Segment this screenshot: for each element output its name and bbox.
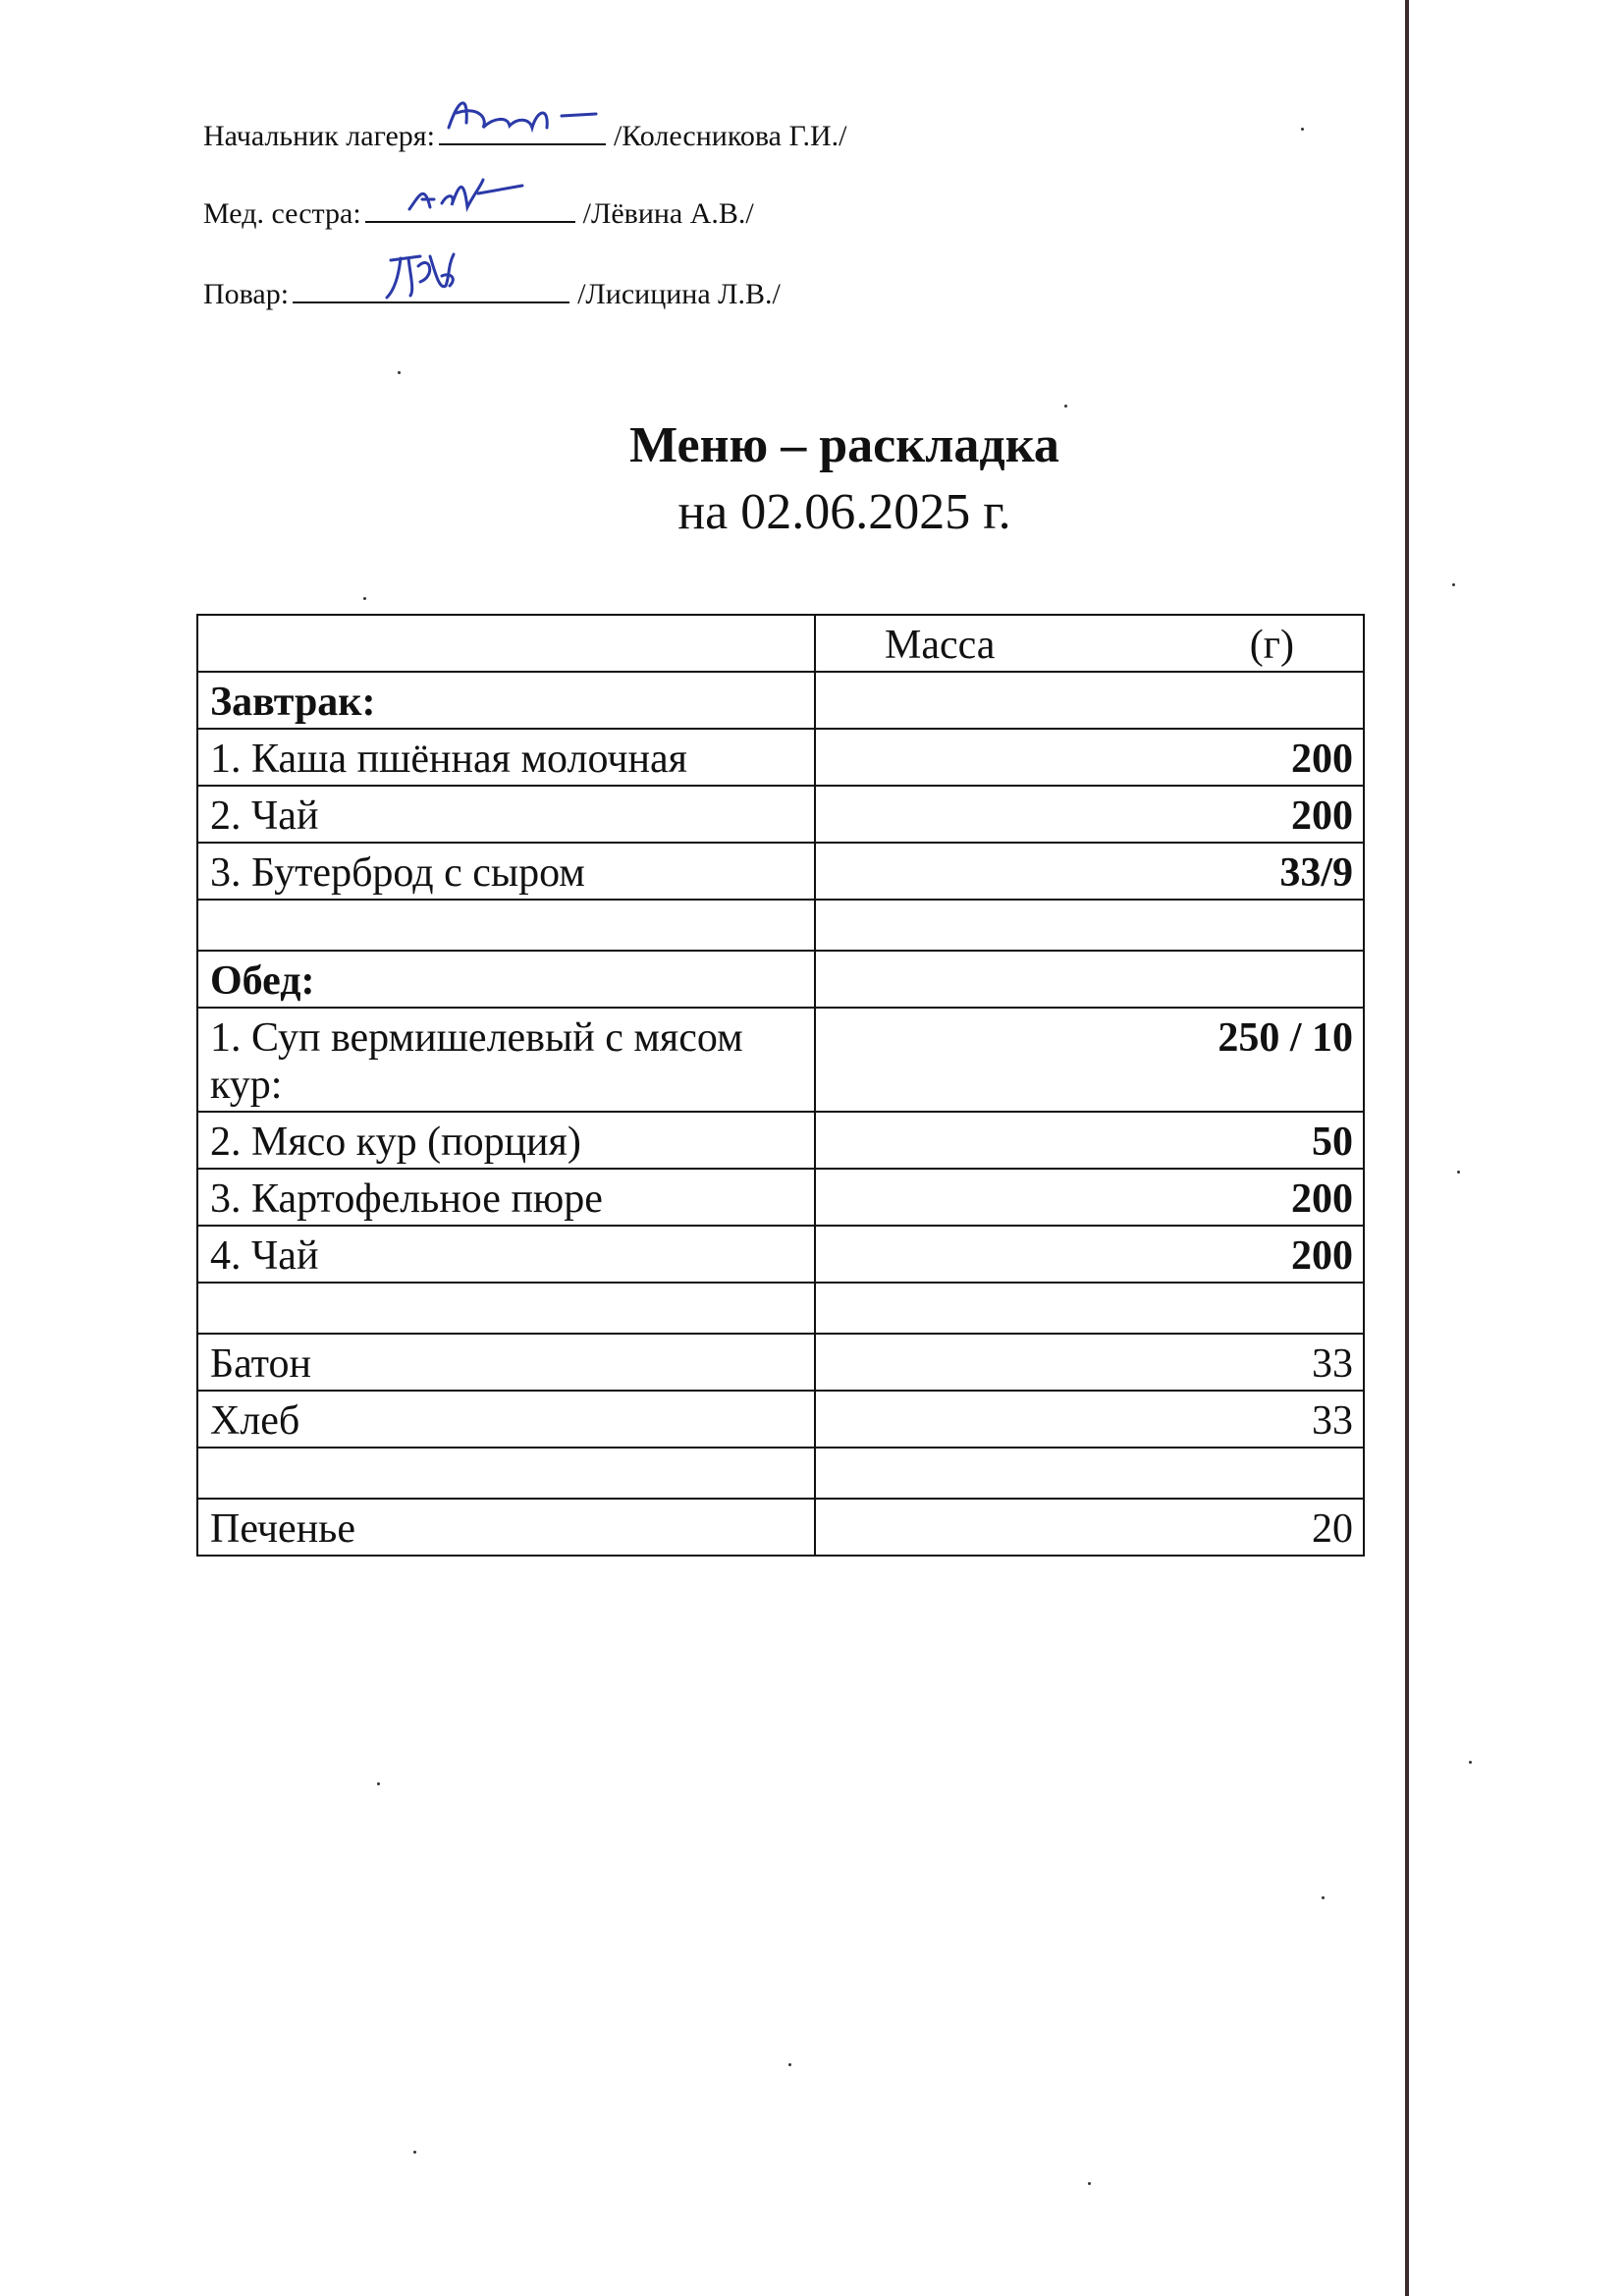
scan-speck <box>398 371 401 374</box>
scan-speck <box>1457 1171 1460 1174</box>
dish-mass <box>815 900 1364 951</box>
handwritten-signature <box>293 246 569 305</box>
signature-person: /Лисицина Л.В./ <box>577 278 781 310</box>
dish-mass: 200 <box>815 1226 1364 1283</box>
dish-mass: 200 <box>815 1169 1364 1226</box>
dish-name: 3. Картофельное пюре <box>197 1169 815 1226</box>
dish-name: Хлеб <box>197 1391 815 1448</box>
dish-mass <box>815 672 1364 729</box>
table-row <box>197 1226 1364 1283</box>
dish-name: Обед: <box>197 951 815 1008</box>
scan-speck <box>1088 2182 1091 2185</box>
mass-unit: (г) <box>1249 623 1294 668</box>
table-row <box>197 1008 1364 1112</box>
signature-label: Мед. сестра: <box>203 197 361 230</box>
table-row <box>197 951 1364 1008</box>
table-header-empty <box>197 615 815 672</box>
signature-line-nurse <box>203 193 754 231</box>
signature-blank <box>365 193 575 223</box>
table-header-row <box>197 615 1364 672</box>
dish-name: Завтрак: <box>197 672 815 729</box>
scan-speck <box>1452 583 1455 586</box>
signature-label: Начальник лагеря: <box>203 120 435 152</box>
mass-label: Масса <box>885 623 996 668</box>
dish-mass: 200 <box>815 729 1364 786</box>
scan-speck <box>1301 128 1304 131</box>
scan-speck <box>1469 1761 1472 1764</box>
table-header-mass <box>815 615 1364 672</box>
scan-speck <box>377 1782 380 1785</box>
signature-label: Повар: <box>203 278 290 310</box>
dish-mass <box>815 1448 1364 1499</box>
signature-blank <box>439 116 606 145</box>
scan-speck <box>1064 405 1067 408</box>
scan-speck <box>363 597 366 600</box>
table-row <box>197 1283 1364 1334</box>
signature-person: /Колесникова Г.И./ <box>613 120 847 152</box>
dish-name: Батон <box>197 1334 815 1391</box>
table-row <box>197 786 1364 843</box>
table-row <box>197 1334 1364 1391</box>
page-title: Меню – раскладка <box>629 417 1059 473</box>
dish-mass: 20 <box>815 1499 1364 1556</box>
page-subtitle: на 02.06.2025 г. <box>677 484 1011 540</box>
table-row <box>197 672 1364 729</box>
scan-speck <box>1322 1896 1325 1899</box>
dish-mass <box>815 1283 1364 1334</box>
scan-speck <box>413 2151 416 2154</box>
signature-line-cook <box>203 274 781 311</box>
table-row <box>197 900 1364 951</box>
handwritten-signature <box>365 166 575 225</box>
dish-mass: 250 / 10 <box>815 1008 1364 1112</box>
table-row <box>197 729 1364 786</box>
menu-table <box>196 614 1365 1557</box>
scan-edge <box>1405 0 1409 2296</box>
table-row <box>197 1448 1364 1499</box>
dish-mass: 33 <box>815 1334 1364 1391</box>
dish-name <box>197 1283 815 1334</box>
dish-mass <box>815 951 1364 1008</box>
dish-name <box>197 1448 815 1499</box>
dish-name: 1. Каша пшённая молочная <box>197 729 815 786</box>
table-row <box>197 843 1364 900</box>
dish-name: 2. Мясо кур (порция) <box>197 1112 815 1169</box>
table-row <box>197 1112 1364 1169</box>
dish-name: 1. Суп вермишелевый с мясом кур: <box>197 1008 815 1112</box>
table-row <box>197 1391 1364 1448</box>
signature-person: /Лёвина А.В./ <box>582 197 754 230</box>
scan-speck <box>788 2063 791 2066</box>
dish-name: 3. Бутерброд с сыром <box>197 843 815 900</box>
table-row <box>197 1169 1364 1226</box>
dish-mass: 33/9 <box>815 843 1364 900</box>
dish-mass: 200 <box>815 786 1364 843</box>
dish-name: 2. Чай <box>197 786 815 843</box>
signature-blank <box>293 274 569 303</box>
dish-name: Печенье <box>197 1499 815 1556</box>
handwritten-signature <box>439 88 606 147</box>
table-row <box>197 1499 1364 1556</box>
dish-mass: 33 <box>815 1391 1364 1448</box>
dish-mass: 50 <box>815 1112 1364 1169</box>
dish-name: 4. Чай <box>197 1226 815 1283</box>
dish-name <box>197 900 815 951</box>
signature-line-camp-head <box>203 116 846 153</box>
